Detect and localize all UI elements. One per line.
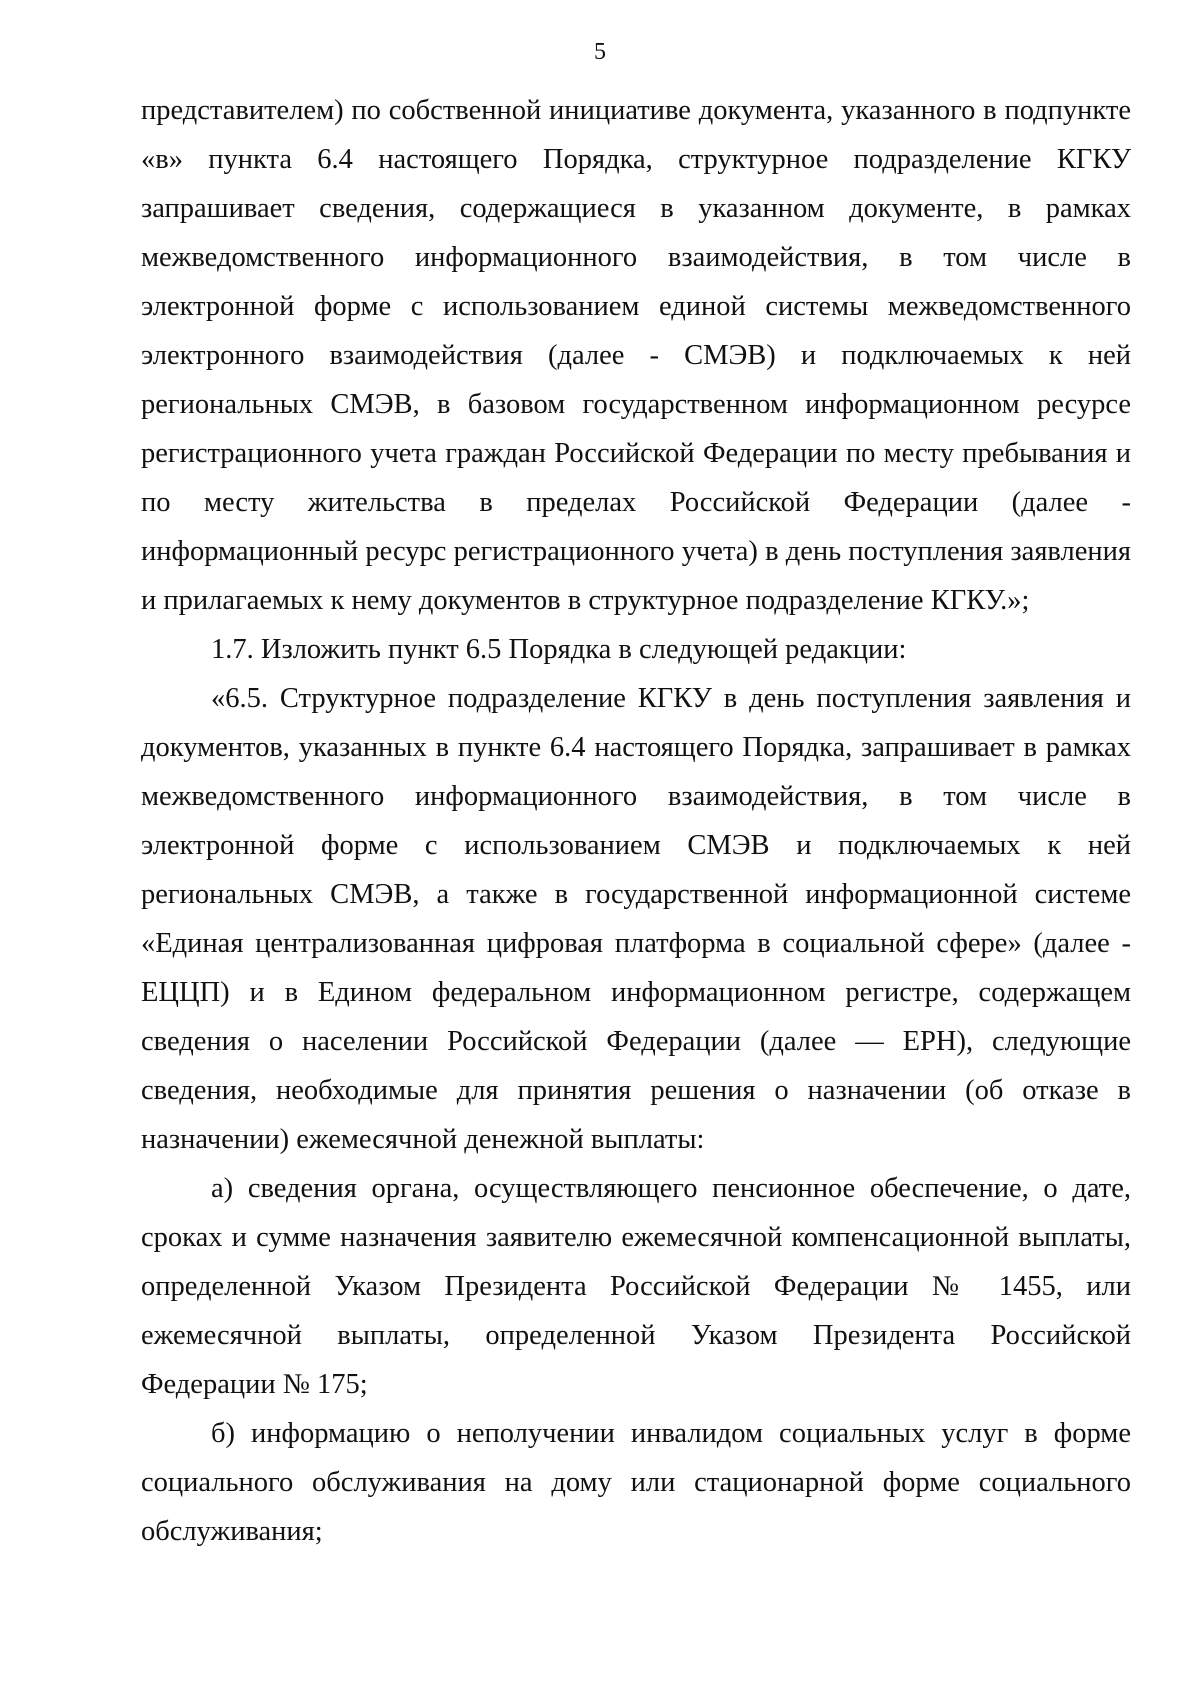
paragraph-subitem-a: а) сведения органа, осуществляющего пенсионное обеспечение, о дате, сроках и сумме назначения заявителю ежемесячной компенсационной выплаты, определенной Указом Президента Российской Федерации № 1455, или ежемесячной выплаты, определенной Указом Президента Российской Федерации № 175; — [141, 1173, 1131, 1400]
paragraph-6-5: «6.5. Структурное подразделение КГКУ в день поступления заявления и документов, указанных в пункте 6.4 настоящего Порядка, запрашивает в рамках межведомственного информационного взаимодействия, в том числе в электронной форме с использованием СМЭВ и подключаемых к ней региональных СМЭВ, а также в государственной информационной системе «Единая централизованная цифровая платформа в социальной сфере» (далее - ЕЦЦП) и в Едином федеральном информационном регистре, содержащем сведения о населении Российской Федерации (далее — ЕРН), следующие сведения, необходимые для принятия решения о назначении (об отказе в назначении) ежемесячной денежной выплаты: — [141, 683, 1131, 1155]
paragraph-continuation: представителем) по собственной инициативе документа, указанного в подпункте «в» пункта 6.4 настоящего Порядка, структурное подразделение КГКУ запрашивает сведения, содержащиеся в указанном документе, в рамках межведомственного информационного взаимодействия, в том числе в электронной форме с использованием единой системы межведомственного электронного взаимодействия (далее - СМЭВ) и подключаемых к ней региональных СМЭВ, в базовом государственном информационном ресурсе регистрационного учета граждан Российской Федерации по месту пребывания и по месту жительства в пределах Российской Федерации (далее - информационный ресурс регистрационного учета) в день поступления заявления и прилагаемых к нему документов в структурное подразделение КГКУ.»; — [141, 95, 1131, 616]
paragraph-item-1-7: 1.7. Изложить пункт 6.5 Порядка в следующей редакции: — [211, 634, 907, 665]
paragraph-subitem-b: б) информацию о неполучении инвалидом социальных услуг в форме социального обслуживания на дому или стационарной форме социального обслуживания; — [141, 1418, 1131, 1547]
page-number: 5 — [594, 39, 606, 65]
document-body — [141, 86, 1131, 1556]
